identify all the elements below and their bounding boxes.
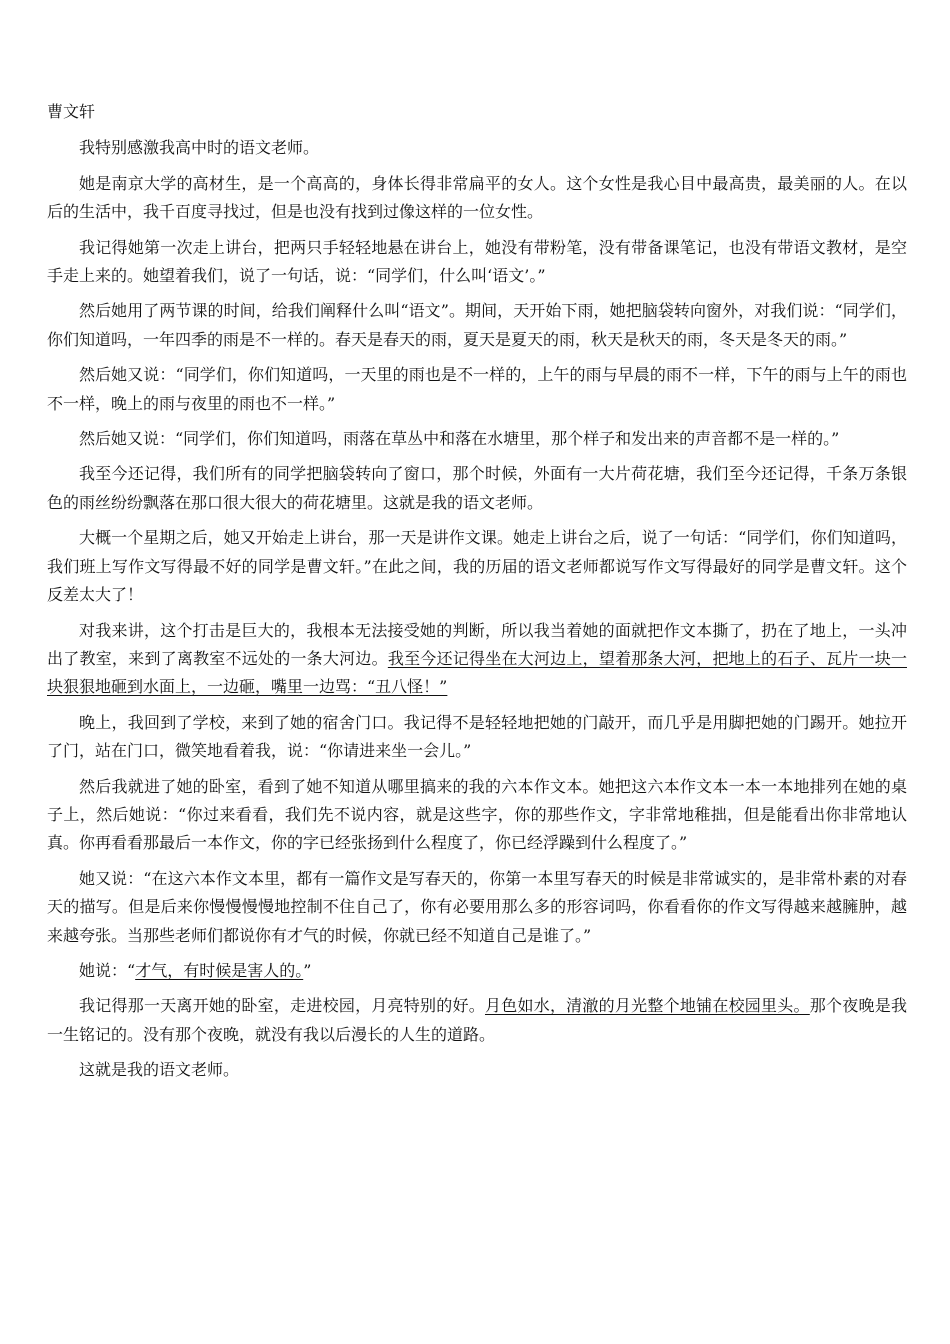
paragraph	[47, 425, 907, 453]
paragraph-text-after: ”	[303, 960, 312, 980]
paragraph-text: 我至今还记得，我们所有的同学把脑袋转向了窗口，那个时候，外面有一大片荷花塘，我们至今还记得，千条万条银色的雨丝纷纷飘落在那口很大很大的荷花塘里。这就是我的语文老师。	[47, 464, 907, 512]
paragraph-text: 我记得那一天离开她的卧室，走进校园，月亮特别的好。	[79, 996, 485, 1016]
paragraph-text: 然后她又说：“同学们，你们知道吗，雨落在草丛中和落在水塘里，那个样子和发出来的声音都不是一样的。”	[79, 429, 840, 449]
underlined-sentence: 月色如水，清澈的月光整个地铺在校园里头。	[484, 996, 810, 1016]
underlined-sentence: 才气，有时候是害人的。	[135, 960, 304, 980]
paragraph	[47, 134, 907, 162]
paragraph	[47, 1056, 907, 1084]
underlined-sentence: 我至今还记得坐在大河边上，望着那条大河，把地上的石子、瓦片一块一块狠狠地砸到水面上，一边砸，嘴里一边骂：“丑八怪！”	[47, 648, 907, 697]
paragraph-text: 然后她又说：“同学们，你们知道吗，一天里的雨也是不一样的，上午的雨与早晨的雨不一样，下午的雨与上午的雨也不一样，晚上的雨与夜里的雨也不一样。”	[47, 365, 907, 413]
paragraph	[47, 524, 907, 609]
paragraph	[47, 617, 907, 702]
author-name: 曹文轩	[47, 102, 96, 121]
paragraph	[47, 361, 907, 418]
paragraph-text: 然后我就进了她的卧室，看到了她不知道从哪里搞来的我的六本作文本。她把这六本作文本一本一本地排列在她的桌子上，然后她说：“你过来看看，我们先不说内容，就是这些字，你的那些作文，字非常地稚拙，但是能看出你非常地认真。你再看看那最后一本作文，你的字已经张扬到什么程度了，你已经浮躁到什么程度了。”	[47, 776, 907, 853]
paragraph-text: 我记得她第一次走上讲台，把两只手轻轻地悬在讲台上，她没有带粉笔，没有带备课笔记，也没有带语文教材，是空手走上来的。她望着我们，说了一句话，说：“同学们，什么叫‘语文’。”	[47, 237, 907, 286]
paragraph	[47, 460, 907, 517]
paragraph	[47, 709, 907, 766]
paragraph-text: 她又说：“在这六本作文本里，都有一篇作文是写春天的，你第一本里写春天的时候是非常诚实的，是非常朴素的对春天的描写。但是后来你慢慢慢慢地控制不住自己了，你有必要用那么多的形容词吗，你看看你的作文写得越来越臃肿，越来越夸张。当那些老师们都说你有才气的时候，你就已经不知道自己是谁了。”	[47, 868, 907, 945]
paragraph-text: 晚上，我回到了学校，来到了她的宿舍门口。我记得不是轻轻地把她的门敲开，而几乎是用脚把她的门踢开。她拉开了门，站在门口，微笑地看着我，说：“你请进来坐一会儿。”	[47, 712, 907, 761]
paragraph-text: 对我来讲，这个打击是巨大的，我根本无法接受她的判断，所以我当着她的面就把作文本撕了，扔在了地上，一头冲出了教室，来到了离教室不远处的一条大河边。	[47, 620, 907, 668]
paragraph-text: 这就是我的语文老师。	[79, 1060, 240, 1080]
paragraph	[47, 297, 907, 354]
paragraph	[47, 773, 907, 858]
paragraph-text: 她说：“	[79, 960, 136, 980]
paragraph-text: 大概一个星期之后，她又开始走上讲台，那一天是讲作文课。她走上讲台之后，说了一句话：“同学们，你们知道吗，我们班上写作文写得最不好的同学是曹文轩。”在此之间，我的历届的语文老师都说写作文写得最好的同学是曹文轩。这个反差太大了！	[47, 528, 907, 605]
paragraph-text: 她是南京大学的高材生，是一个高高的，身体长得非常扁平的女人。这个女性是我心目中最高贵，最美丽的人。在以后的生活中，我千百度寻找过，但是也没有找到过像这样的一位女性。	[47, 173, 907, 222]
paragraph	[47, 170, 907, 227]
paragraph	[47, 865, 907, 950]
essay-page	[47, 98, 907, 1092]
paragraph	[47, 957, 907, 985]
paragraph	[47, 992, 907, 1049]
paragraph-text: 我特别感激我高中时的语文老师。	[79, 138, 320, 158]
paragraph-text: 然后她用了两节课的时间，给我们阐释什么叫“语文”。期间，天开始下雨，她把脑袋转向窗外，对我们说：“同学们，你们知道吗，一年四季的雨是不一样的。春天是春天的雨，夏天是夏天的雨，秋天是秋天的雨，冬天是冬天的雨。”	[47, 301, 907, 349]
paragraph	[47, 234, 907, 291]
paragraph-text-after: 那个夜晚是我一生铭记的。没有那个夜晚，就没有我以后漫长的人生的道路。	[47, 996, 907, 1044]
